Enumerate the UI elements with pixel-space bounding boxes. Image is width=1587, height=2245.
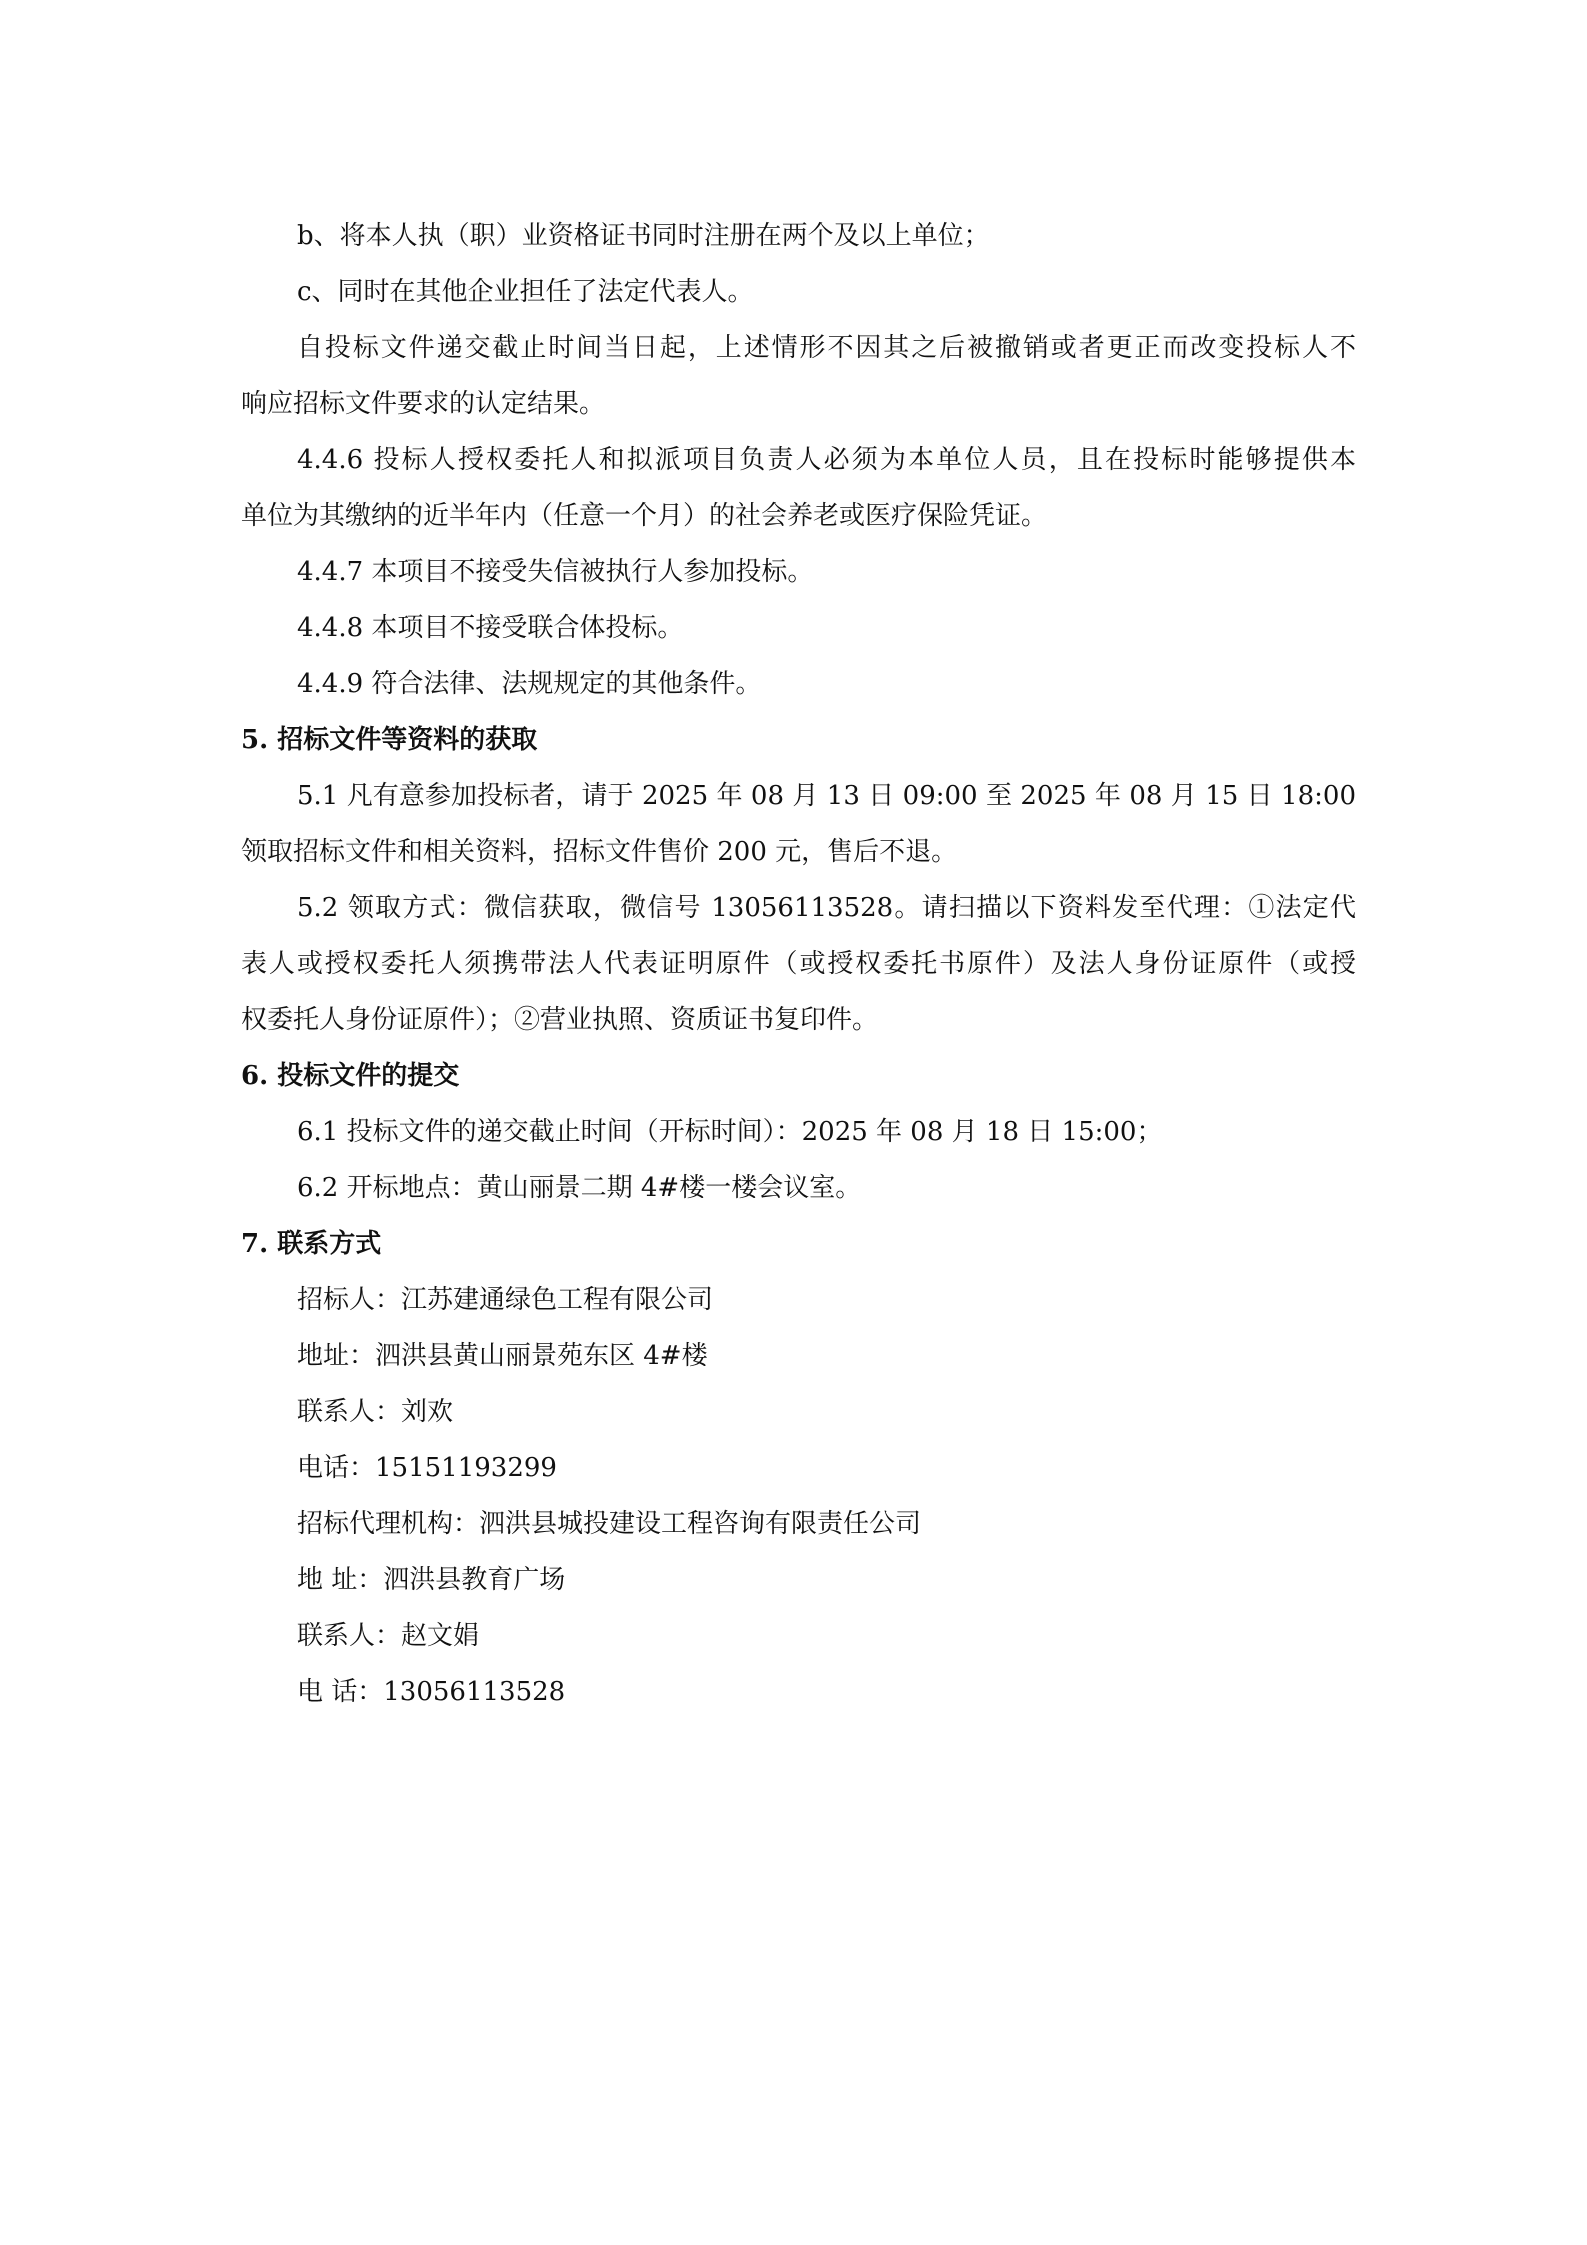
clause-5-1-line-1: 5.1 凡有意参加投标者，请于 2025 年 08 月 13 日 09:00 至 2025 年 08 月 15 日 18:00 [297,781,1356,811]
section-6-heading: 6. 投标文件的提交 [241,1061,460,1091]
clause-6-1: 6.1 投标文件的递交截止时间（开标时间）：2025 年 08 月 18 日 15:00； [297,1117,1163,1147]
clause-4-4-7: 4.4.7 本项目不接受失信被执行人参加投标。 [297,557,814,587]
contact-tenderer: 招标人：江苏建通绿色工程有限公司 [297,1285,714,1315]
section-7-heading: 7. 联系方式 [241,1229,382,1259]
clause-4-4-6-line-2: 单位为其缴纳的近半年内（任意一个月）的社会养老或医疗保险凭证。 [241,501,1048,531]
contact-agency: 招标代理机构：泗洪县城投建设工程咨询有限责任公司 [297,1509,922,1539]
clause-5-2-line-2: 表人或授权委托人须携带法人代表证明原件（或授权委托书原件）及法人身份证原件（或授 [241,949,1356,979]
note-line-2: 响应招标文件要求的认定结果。 [241,389,606,419]
note-line-1: 自投标文件递交截止时间当日起，上述情形不因其之后被撤销或者更正而改变投标人不 [297,333,1356,363]
contact-agency-address: 地 址：泗洪县教育广场 [297,1565,566,1595]
contact-address: 地址：泗洪县黄山丽景苑东区 4#楼 [297,1341,708,1371]
contact-person: 联系人：刘欢 [297,1397,454,1427]
clause-6-2: 6.2 开标地点：黄山丽景二期 4#楼一楼会议室。 [297,1173,862,1203]
document-body [241,208,1356,1720]
clause-4-4-6-line-1: 4.4.6 投标人授权委托人和拟派项目负责人必须为本单位人员，且在投标时能够提供本 [297,445,1356,475]
clause-5-2-line-3: 权委托人身份证原件）；②营业执照、资质证书复印件。 [241,1005,879,1035]
clause-4-4-8: 4.4.8 本项目不接受联合体投标。 [297,613,684,643]
contact-phone: 电话：15151193299 [297,1453,557,1483]
clause-5-2-line-1: 5.2 领取方式：微信获取，微信号 13056113528。请扫描以下资料发至代理：①法定代 [297,893,1356,923]
clause-5-1-line-2: 领取招标文件和相关资料，招标文件售价 200 元，售后不退。 [241,837,958,867]
section-5-heading: 5. 招标文件等资料的获取 [241,725,538,755]
contact-agency-phone: 电 话：13056113528 [297,1677,566,1707]
item-b: b、将本人执（职）业资格证书同时注册在两个及以上单位； [297,221,990,251]
contact-agency-person: 联系人：赵文娟 [297,1621,480,1651]
clause-4-4-9: 4.4.9 符合法律、法规规定的其他条件。 [297,669,762,699]
item-c: c、同时在其他企业担任了法定代表人。 [297,277,754,307]
